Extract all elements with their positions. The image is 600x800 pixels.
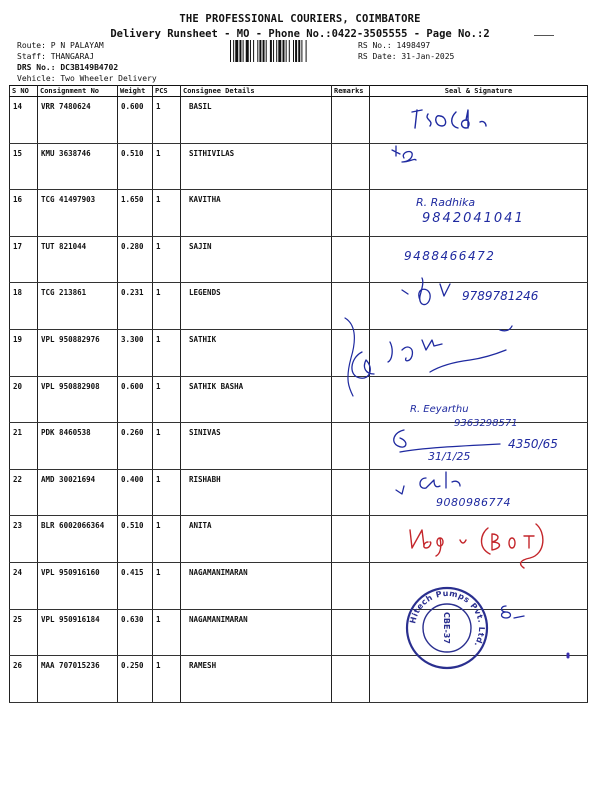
table-row [10, 423, 588, 470]
stamp-ring-text: Hitech Pumps Pvt. Ltd. [408, 588, 487, 649]
row-signature [370, 143, 588, 190]
table-row [10, 656, 588, 703]
col-sno-header: S NO [10, 86, 38, 97]
row-remarks [332, 469, 370, 516]
handwritten-phone: 9842041041 [422, 211, 525, 226]
col-weight-header: Weight [118, 86, 153, 97]
row-consignment-no: TCG 41497903 [38, 190, 118, 237]
col-consignee-header: Consignee Details [181, 86, 332, 97]
barcode-bar [233, 40, 234, 62]
handwritten-date: 31/1/25 [428, 450, 471, 463]
row-consignment-no: BLR 6002066364 [38, 516, 118, 563]
row-consignee: LEGENDS [181, 283, 332, 330]
table-header-row [10, 86, 588, 97]
table-row [10, 376, 588, 423]
row-consignment-no: PDK 8460538 [38, 423, 118, 470]
row-consignment-no: VPL 950916160 [38, 562, 118, 609]
row-pcs: 1 [153, 516, 181, 563]
row-remarks [332, 423, 370, 470]
col-signature-header: Seal & Signature [370, 86, 588, 97]
table-row [10, 143, 588, 190]
row-remarks [332, 656, 370, 703]
row-pcs: 1 [153, 190, 181, 237]
barcode-bar [235, 40, 238, 62]
row-weight: 1.650 [118, 190, 153, 237]
col-remarks-header: Remarks [332, 86, 370, 97]
table-row [10, 469, 588, 516]
table-row [10, 609, 588, 656]
row-consignment-no: VPL 950882976 [38, 329, 118, 376]
handwritten-number: 4350/65 [508, 437, 558, 451]
barcode-bar [289, 40, 290, 62]
row-consignee: KAVITHA [181, 190, 332, 237]
row-signature [370, 656, 588, 703]
margin-dash [534, 35, 554, 36]
row-remarks [332, 329, 370, 376]
row-weight: 0.630 [118, 609, 153, 656]
stamp-code: CBE-37 [442, 612, 451, 644]
row-pcs: 1 [153, 562, 181, 609]
row-remarks [332, 283, 370, 330]
barcode-bar [273, 40, 274, 62]
row-signature [370, 562, 588, 609]
table-row [10, 236, 588, 283]
barcode-bar [283, 40, 285, 62]
table-row [10, 516, 588, 563]
document-title: THE PROFESSIONAL COURIERS, COIMBATORE [179, 13, 421, 25]
row-sno: 22 [10, 469, 38, 516]
table-row [10, 97, 588, 144]
barcode-bar [253, 40, 254, 62]
row-weight: 0.510 [118, 516, 153, 563]
barcode-bar [243, 40, 244, 62]
row-consignee: RAMESH [181, 656, 332, 703]
row-signature [370, 376, 588, 423]
row-sno: 14 [10, 97, 38, 144]
row-sno: 16 [10, 190, 38, 237]
row-sno: 26 [10, 656, 38, 703]
table-row [10, 283, 588, 330]
row-weight: 0.600 [118, 97, 153, 144]
row-pcs: 1 [153, 656, 181, 703]
row-consignment-no: AMD 30021694 [38, 469, 118, 516]
row-consignee: SATHIK [181, 329, 332, 376]
barcode-bar [257, 40, 258, 62]
row-consignee: ANITA [181, 516, 332, 563]
barcode-bar [270, 40, 272, 62]
row-consignee: NAGAMANIMARAN [181, 562, 332, 609]
document-subtitle: Delivery Runsheet - MO - Phone No.:0422-3505555 - Page No.:2 [110, 28, 490, 40]
row-weight: 0.231 [118, 283, 153, 330]
table-row [10, 190, 588, 237]
row-consignee: SITHIVILAS [181, 143, 332, 190]
row-consignment-no: TUT 821044 [38, 236, 118, 283]
row-consignee: SATHIK BASHA [181, 376, 332, 423]
row-weight: 0.260 [118, 423, 153, 470]
barcode-bar [239, 40, 241, 62]
row-pcs: 1 [153, 236, 181, 283]
barcode-bar [298, 40, 300, 62]
vehicle-info: Vehicle: Two Wheeler Delivery [17, 74, 157, 83]
row-sno: 25 [10, 609, 38, 656]
row-pcs: 1 [153, 609, 181, 656]
handwritten-phone: 9080986774 [436, 496, 511, 509]
barcode-bar [286, 40, 287, 62]
barcode-bar [293, 40, 294, 62]
drs-number: DRS No.: DC3B149B4702 [17, 63, 119, 72]
row-weight: 0.280 [118, 236, 153, 283]
row-remarks [332, 190, 370, 237]
row-signature [370, 190, 588, 237]
row-sno: 20 [10, 376, 38, 423]
row-pcs: 1 [153, 469, 181, 516]
row-weight: 0.250 [118, 656, 153, 703]
row-consignment-no: KMU 3638746 [38, 143, 118, 190]
row-consignment-no: VRR 7480624 [38, 97, 118, 144]
col-pcs-header: PCS [153, 86, 181, 97]
barcode-bar [246, 40, 249, 62]
row-consignee: BASIL [181, 97, 332, 144]
rs-date: RS Date: 31-Jan-2025 [358, 52, 455, 61]
row-weight: 0.400 [118, 469, 153, 516]
row-sno: 19 [10, 329, 38, 376]
table-row [10, 329, 588, 376]
row-weight: 0.510 [118, 143, 153, 190]
row-sno: 15 [10, 143, 38, 190]
row-consignment-no: VPL 950916184 [38, 609, 118, 656]
table-row [10, 562, 588, 609]
row-signature [370, 236, 588, 283]
rs-number: RS No.: 1498497 [358, 41, 431, 50]
barcode-bar [278, 40, 281, 62]
barcode-bar [301, 40, 302, 62]
row-consignee: SAJIN [181, 236, 332, 283]
row-weight: 0.600 [118, 376, 153, 423]
row-consignment-no: MAA 707015236 [38, 656, 118, 703]
barcode-bar [306, 40, 307, 62]
row-signature [370, 283, 588, 330]
barcode-bar [263, 40, 265, 62]
row-sno: 17 [10, 236, 38, 283]
row-remarks [332, 609, 370, 656]
row-consignment-no: VPL 950882908 [38, 376, 118, 423]
handwritten-name: R. Eeyarthu [410, 404, 469, 415]
route-info: Route: P N PALAYAM [17, 41, 104, 50]
row-sno: 23 [10, 516, 38, 563]
row-weight: 3.300 [118, 329, 153, 376]
row-signature [370, 97, 588, 144]
row-pcs: 1 [153, 143, 181, 190]
row-pcs: 1 [153, 283, 181, 330]
row-sno: 18 [10, 283, 38, 330]
row-consignment-no: TCG 213861 [38, 283, 118, 330]
row-pcs: 1 [153, 423, 181, 470]
row-pcs: 1 [153, 97, 181, 144]
handwritten-phone: 9789781246 [462, 289, 539, 303]
row-weight: 0.415 [118, 562, 153, 609]
runsheet-table [9, 85, 588, 703]
barcode-bar [266, 40, 267, 62]
barcode [230, 40, 355, 62]
row-pcs: 1 [153, 329, 181, 376]
handwritten-name: R. Radhika [416, 196, 476, 209]
row-signature [370, 516, 588, 563]
row-remarks [332, 236, 370, 283]
row-signature [370, 469, 588, 516]
row-signature [370, 329, 588, 376]
barcode-bar [250, 40, 251, 62]
row-sno: 24 [10, 562, 38, 609]
row-remarks [332, 376, 370, 423]
row-signature [370, 609, 588, 656]
handwritten-phone: 9488466472 [404, 249, 496, 263]
row-remarks [332, 516, 370, 563]
handwritten-phone: 9363298571 [454, 418, 518, 429]
row-consignee: RISHABH [181, 469, 332, 516]
row-sno: 21 [10, 423, 38, 470]
row-remarks [332, 143, 370, 190]
row-consignee: NAGAMANIMARAN [181, 609, 332, 656]
row-consignee: SINIVAS [181, 423, 332, 470]
row-pcs: 1 [153, 376, 181, 423]
barcode-bar [230, 40, 231, 62]
row-signature [370, 423, 588, 470]
row-remarks [332, 562, 370, 609]
barcode-bar [259, 40, 261, 62]
col-consignment-header: Consignment No [38, 86, 118, 97]
staff-info: Staff: THANGARAJ [17, 52, 95, 61]
barcode-bar [276, 40, 277, 62]
row-remarks [332, 97, 370, 144]
barcode-bar [295, 40, 297, 62]
